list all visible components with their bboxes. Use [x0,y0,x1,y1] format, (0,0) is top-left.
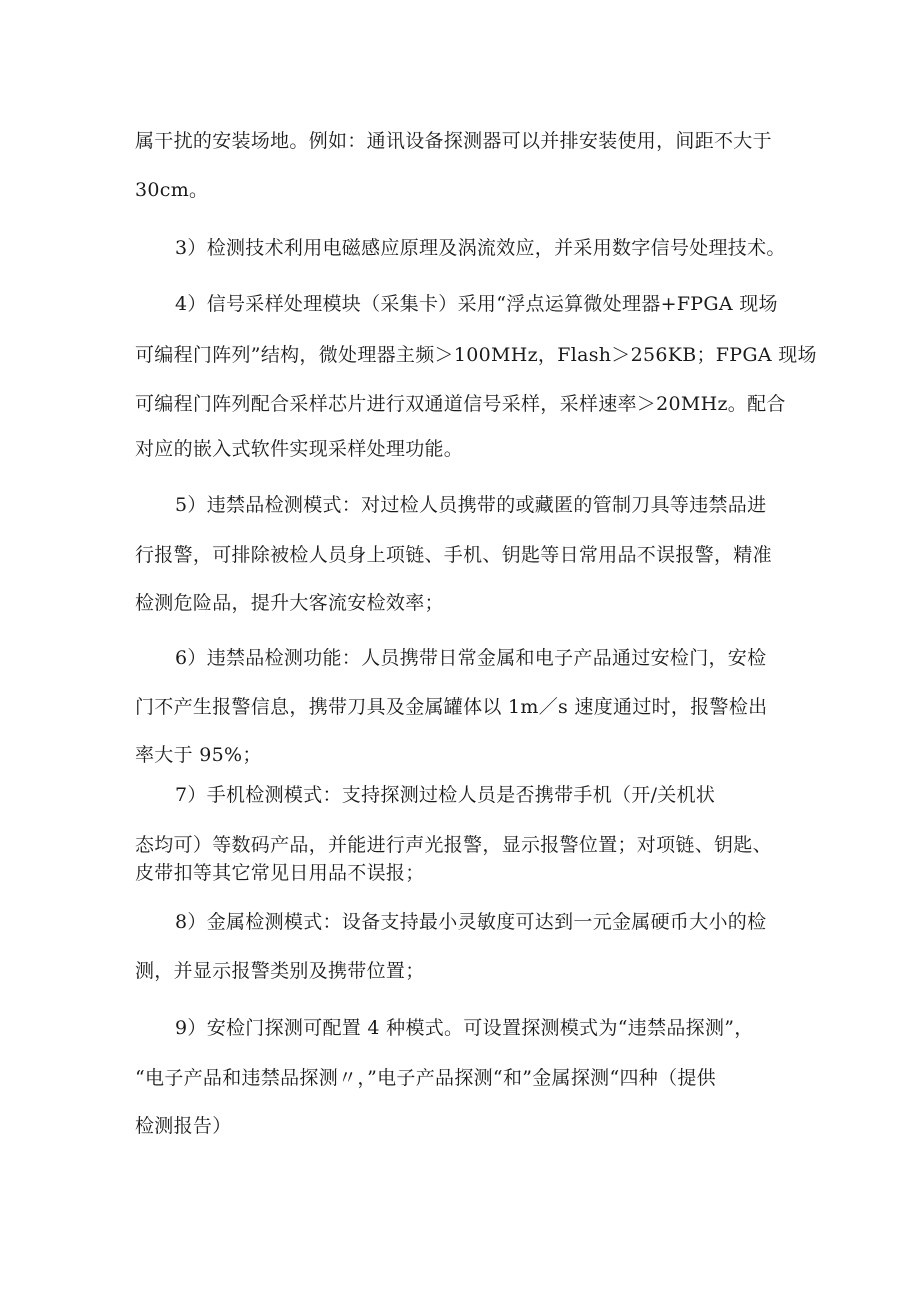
text-line-6: 可编程门阵列配合采样芯片进行双通道信号采样，采样速率＞20MHz。配合 [135,393,786,415]
text-line-2: 30cm。 [135,179,209,201]
text-line-16: 皮带扣等其它常见日用品不误报； [135,862,425,884]
text-line-3: 3）检测技术利用电磁感应原理及涡流效应，并采用数字信号处理技术。 [175,237,786,259]
text-line-19: 9）安检门探测可配置 4 种模式。可设置探测模式为“违禁品探测”， [175,1017,754,1039]
text-line-5: 可编程门阵列”结构，微处理器主频＞100MHz，Flash＞256KB；FPGA 现场 [135,344,817,366]
text-line-7: 对应的嵌入式软件实现采样处理功能。 [135,438,464,460]
text-line-8: 5）违禁品检测模式：对过检人员携带的或藏匿的管制刀具等违禁品进 [175,494,767,516]
text-line-10: 检测危险品，提升大客流安检效率； [135,592,444,614]
text-line-11: 6）违禁品检测功能：人员携带日常金属和电子产品通过安检门，安检 [175,647,767,669]
text-line-20: “电子产品和违禁品探测〃，”电子产品探测“和”金属探测“四种（提供 [135,1067,716,1089]
text-line-21: 检测报告） [135,1115,232,1137]
text-line-14: 7）手机检测模式：支持探测过检人员是否携带手机（开/关机状 [175,784,716,806]
text-line-4: 4）信号采样处理模块（采集卡）采用“浮点运算微处理器+FPGA 现场 [175,293,778,315]
text-line-1: 属干扰的安装场地。例如：通讯设备探测器可以并排安装使用，间距不大于 [135,130,772,152]
text-line-17: 8）金属检测模式：设备支持最小灵敏度可达到一元金属硬币大小的检 [175,911,767,933]
text-line-15: 态均可）等数码产品，并能进行声光报警，显示报警位置；对项链、钥匙、 [135,834,772,856]
text-line-9: 行报警，可排除被检人员身上项链、手机、钥匙等日常用品不误报警，精准 [135,544,772,566]
text-line-18: 测，并显示报警类别及携带位置； [135,960,425,982]
text-line-13: 率大于 95%； [135,744,262,766]
text-line-12: 门不产生报警信息，携带刀具及金属罐体以 1m／s 速度通过时，报警检出 [135,696,768,718]
